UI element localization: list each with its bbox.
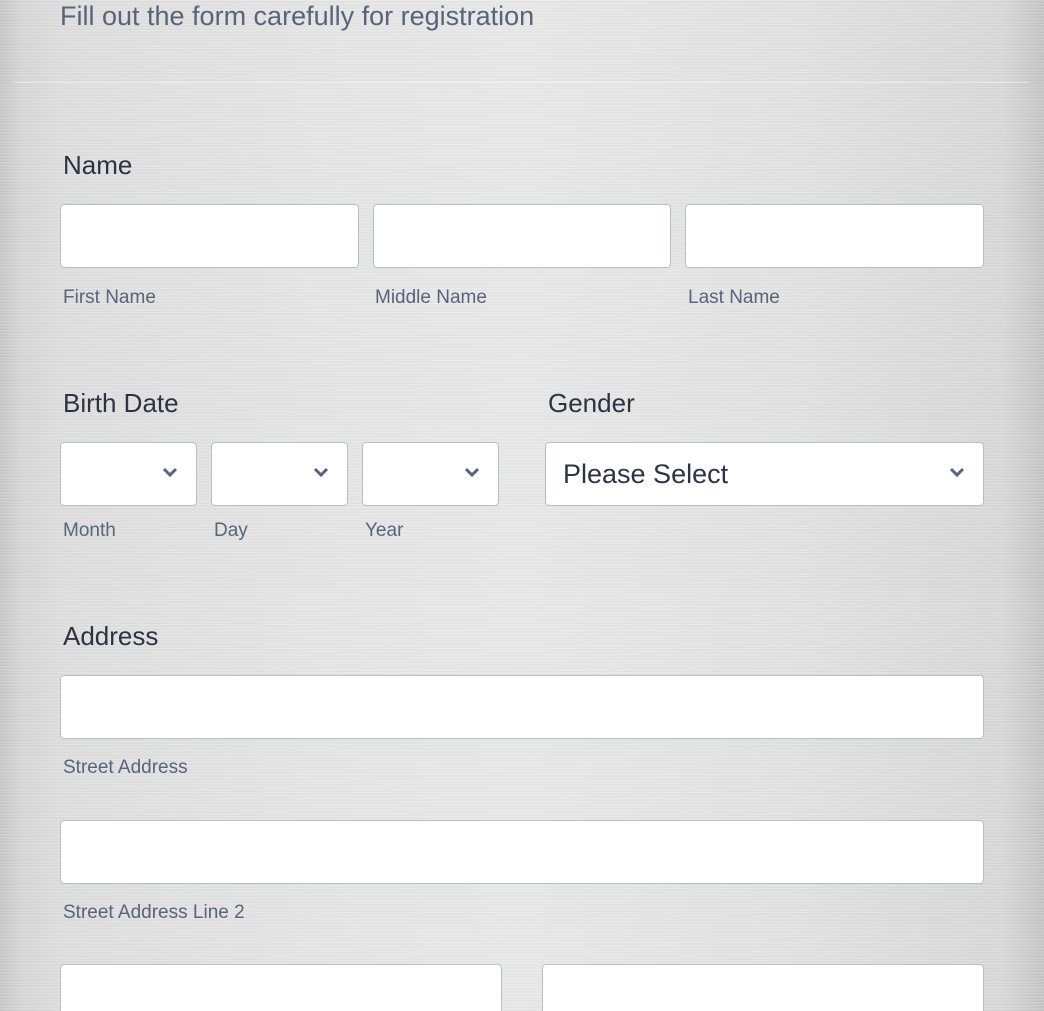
chevron-down-icon <box>949 466 965 478</box>
gender-label: Gender <box>548 388 635 418</box>
last-name-input[interactable] <box>685 204 984 268</box>
state-input[interactable] <box>542 964 984 1011</box>
month-select[interactable] <box>60 442 197 506</box>
gender-selected-value: Please Select <box>563 459 729 489</box>
city-input[interactable] <box>60 964 502 1011</box>
name-label: Name <box>63 150 133 180</box>
month-sublabel: Month <box>63 520 116 541</box>
address-label: Address <box>63 621 159 651</box>
birth-date-label: Birth Date <box>63 388 179 418</box>
first-name-input[interactable] <box>60 204 359 268</box>
last-name-sublabel: Last Name <box>688 287 780 308</box>
day-sublabel: Day <box>214 520 248 541</box>
day-select[interactable] <box>211 442 348 506</box>
street-address-sublabel: Street Address <box>63 757 188 778</box>
chevron-down-icon <box>162 466 178 478</box>
street-address-line2-input[interactable] <box>60 820 984 884</box>
street-address-line2-sublabel: Street Address Line 2 <box>63 902 245 923</box>
chevron-down-icon <box>464 466 480 478</box>
year-select[interactable] <box>362 442 499 506</box>
middle-name-input[interactable] <box>373 204 671 268</box>
first-name-sublabel: First Name <box>63 287 156 308</box>
header-divider <box>14 82 1030 83</box>
year-sublabel: Year <box>365 520 404 541</box>
form-subtitle: Fill out the form carefully for registration <box>60 1 535 31</box>
chevron-down-icon <box>313 466 329 478</box>
street-address-input[interactable] <box>60 675 984 739</box>
gender-select[interactable] <box>545 442 984 506</box>
middle-name-sublabel: Middle Name <box>375 287 487 308</box>
